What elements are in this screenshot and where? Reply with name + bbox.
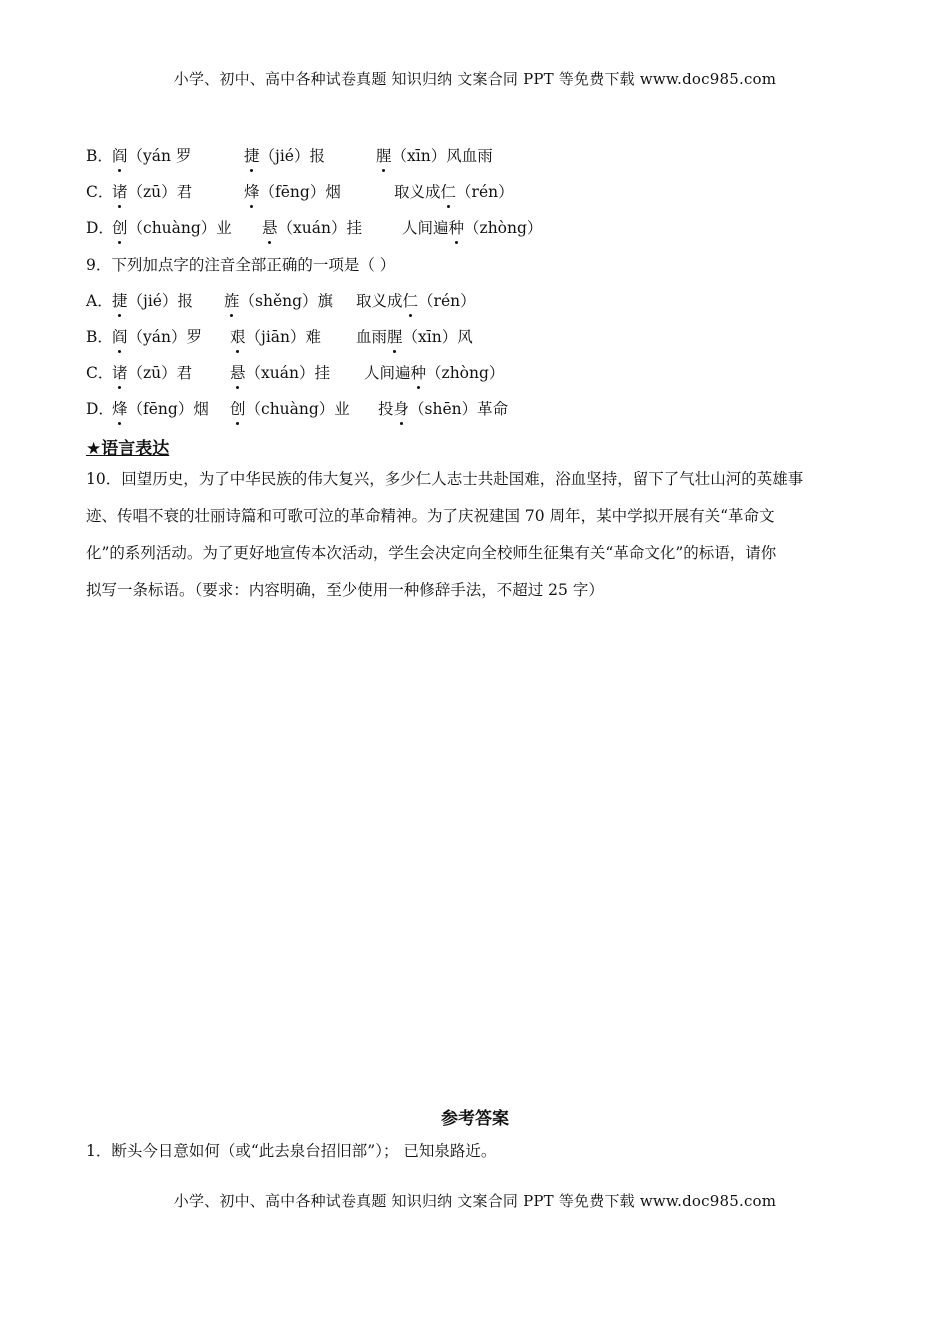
pinyin-item <box>112 325 202 349</box>
pinyin-item <box>244 144 325 168</box>
dotted-character: 种 <box>411 361 427 385</box>
pinyin-and-rest: （yán 罗 <box>127 147 192 165</box>
dotted-character: 捷 <box>244 144 260 168</box>
pinyin-and-rest: （fēng）烟 <box>127 400 209 418</box>
pinyin-item <box>112 361 192 385</box>
word-prefix: 血雨 <box>356 328 388 346</box>
answer-1: 1．断头今日意如何（或“此去泉台招旧部”）； 已知泉路近。 <box>86 1142 497 1160</box>
pinyin-and-rest: （rén） <box>456 183 514 201</box>
dotted-character: 悬 <box>230 361 246 385</box>
pinyin-and-rest: （fēng）烟 <box>259 183 341 201</box>
pinyin-item <box>394 180 514 204</box>
option-row <box>86 144 493 168</box>
word-prefix: 投 <box>378 400 394 418</box>
option-row <box>86 289 476 313</box>
option-label: B． <box>86 328 113 346</box>
question-10-line: 10．回望历史，为了中华民族的伟大复兴，多少仁人志士共赴国难，浴血坚持，留下了气壮山河的英雄事 <box>86 470 804 488</box>
pinyin-item <box>402 216 542 240</box>
question-10-line: 迹、传唱不衰的壮丽诗篇和可歌可泣的革命精神。为了庆祝建国 70 周年，某中学拟开展有关“革命文 <box>86 507 775 525</box>
word-prefix: 取义成 <box>394 183 441 201</box>
pinyin-item <box>356 289 476 313</box>
pinyin-and-rest: （zū）君 <box>127 364 193 382</box>
dotted-character: 腥 <box>376 144 392 168</box>
question-10 <box>86 461 861 609</box>
pinyin-item <box>230 397 350 421</box>
dotted-character: 诸 <box>112 180 128 204</box>
dotted-character: 腥 <box>387 325 403 349</box>
pinyin-item <box>378 397 508 421</box>
dotted-character: 创 <box>112 216 128 240</box>
dotted-character: 艰 <box>230 325 246 349</box>
pinyin-and-rest: （zū）君 <box>127 183 193 201</box>
pinyin-and-rest: （jié）报 <box>259 147 325 165</box>
option-label: A． <box>86 292 113 310</box>
dotted-character: 阎 <box>112 325 128 349</box>
option-row <box>86 397 509 421</box>
dotted-character: 悬 <box>262 216 278 240</box>
dotted-character: 创 <box>230 397 246 421</box>
pinyin-and-rest: （yán）罗 <box>127 328 202 346</box>
pinyin-and-rest: （shěng）旗 <box>239 292 334 310</box>
section-title: ★语言表达 <box>86 439 170 459</box>
pinyin-item <box>230 361 330 385</box>
option-label: C． <box>86 183 114 201</box>
page-footer: 小学、初中、高中各种试卷真题 知识归纳 文案合同 PPT 等免费下载 www.doc985.com <box>173 1192 777 1210</box>
option-row <box>86 325 473 349</box>
page-header: 小学、初中、高中各种试卷真题 知识归纳 文案合同 PPT 等免费下载 www.doc985.com <box>173 70 777 88</box>
option-row <box>86 216 543 240</box>
dotted-character: 阎 <box>112 144 128 168</box>
pinyin-item <box>112 144 191 168</box>
pinyin-item <box>230 325 321 349</box>
dotted-character: 仁 <box>441 180 457 204</box>
pinyin-and-rest: （xuán）挂 <box>277 219 362 237</box>
question-10-line: 化”的系列活动。为了更好地宣传本次活动，学生会决定向全校师生征集有关“革命文化”的标语，请你 <box>86 544 777 562</box>
dotted-character: 捷 <box>112 289 128 313</box>
dotted-character: 烽 <box>244 180 260 204</box>
word-prefix: 取义成 <box>356 292 403 310</box>
pinyin-and-rest: （chuàng）业 <box>127 219 232 237</box>
dotted-character: 仁 <box>403 289 419 313</box>
pinyin-item <box>356 325 473 349</box>
option-row <box>86 361 505 385</box>
question-10-line: 拟写一条标语。（要求：内容明确，至少使用一种修辞手法，不超过 25 字） <box>86 581 604 599</box>
option-label: D． <box>86 400 114 418</box>
option-row <box>86 180 514 204</box>
option-label: D． <box>86 219 114 237</box>
pinyin-and-rest: （xīn）风血雨 <box>391 147 493 165</box>
pinyin-item <box>112 289 193 313</box>
pinyin-and-rest: （xuán）挂 <box>245 364 330 382</box>
word-prefix: 人间遍 <box>402 219 449 237</box>
option-label: B． <box>86 147 113 165</box>
pinyin-item <box>112 216 232 240</box>
pinyin-and-rest: （rén） <box>418 292 476 310</box>
dotted-character: 诸 <box>112 361 128 385</box>
pinyin-item <box>224 289 333 313</box>
dotted-character: 烽 <box>112 397 128 421</box>
pinyin-and-rest: （zhòng） <box>426 364 505 382</box>
pinyin-and-rest: （zhòng） <box>464 219 543 237</box>
question-9-stem: 9．下列加点字的注音全部正确的一项是（ ） <box>86 256 396 274</box>
dotted-character: 旌 <box>224 289 240 313</box>
answer-title: 参考答案 <box>441 1109 509 1129</box>
pinyin-item <box>112 397 209 421</box>
pinyin-and-rest: （xīn）风 <box>402 328 473 346</box>
pinyin-item <box>364 361 504 385</box>
pinyin-item <box>376 144 493 168</box>
pinyin-and-rest: （chuàng）业 <box>245 400 350 418</box>
pinyin-item <box>244 180 341 204</box>
pinyin-item <box>112 180 192 204</box>
word-prefix: 人间遍 <box>364 364 411 382</box>
dotted-character: 身 <box>394 397 410 421</box>
pinyin-and-rest: （jiān）难 <box>245 328 322 346</box>
option-label: C． <box>86 364 114 382</box>
pinyin-item <box>262 216 362 240</box>
dotted-character: 种 <box>449 216 465 240</box>
pinyin-and-rest: （shēn）革命 <box>409 400 509 418</box>
pinyin-and-rest: （jié）报 <box>127 292 193 310</box>
